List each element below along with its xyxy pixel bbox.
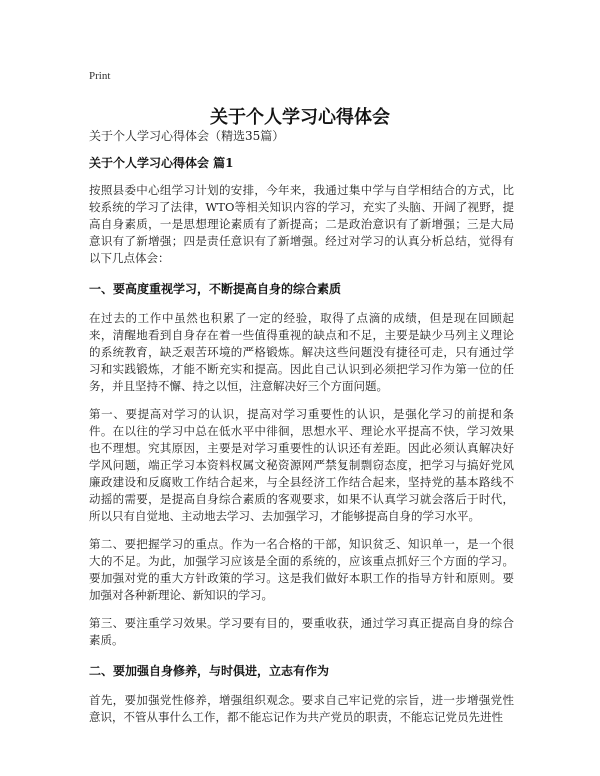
page-title: 关于个人学习心得体会 bbox=[210, 107, 390, 128]
print-link[interactable]: Print bbox=[89, 70, 111, 82]
paragraph: 在过去的工作中虽然也积累了一定的经验，取得了点滴的成绩，但是现在回顾起来，清醒地看到自身存在着一些值得重视的缺点和不足，主要是缺少马列主义理论的系统教育，缺乏艰苦环境的严格锻炼。解决这些问题没有捷径可走，只有通过学习和实践锻炼，才能不断充实和提高。因此自己认识到必须把学习作为第一位的任务，并且坚持不懈、持之以恒，注意解决好三个方面问题。 bbox=[89, 311, 514, 393]
paragraph: 首先，要加强党性修养，增强组织观念。要求自己牢记党的宗旨，进一步增强党性意识，不管从事什么工作，都不能忘记作为共产党员的职责，不能忘记党员先进性 bbox=[89, 693, 514, 724]
section-heading: 一、要高度重视学习，不断提高自身的综合素质 bbox=[89, 282, 342, 296]
paragraph: 第一、要提高对学习的认识，提高对学习重要性的认识，是强化学习的前提和条件。在以往的学习中总在低水平中徘徊，思想水平、理论水平提高不快，学习效果也不理想。究其原因，主要是对学习重要性的认识还有差距。因此必须认真解决好学风问题，端正学习本资料权属文秘资源网严禁复制剽窃态度，把学习与搞好党风廉政建设和反腐败工作结合起来，与全县经济工作结合起来，坚持党的基本路线不动摇的需要，是提高自身综合素质的客观要求，如果不认真学习就会落后于时代，所以只有自觉地、主动地去学习、去加强学习，才能够提高自身的学习水平。 bbox=[89, 407, 514, 523]
paragraph: 按照县委中心组学习计划的安排，今年来，我通过集中学与自学相结合的方式，比较系统的学习了法律，WTO等相关知识内容的学习，充实了头脑、开阔了视野，提高自身素质，一是思想理论素质有了新提高；二是政治意识有了新增强；三是大局意识有了新增强；四是责任意识有了新增强。经过对学习的认真分析总结，觉得有以下几点体会： bbox=[89, 183, 514, 265]
article-body bbox=[89, 128, 514, 737]
article-subtitle: 关于个人学习心得体会（精选35篇） bbox=[89, 129, 285, 143]
paragraph: 第二、要把握学习的重点。作为一名合格的干部，知识贫乏、知识单一，是一个很大的不足。为此，加强学习应该是全面的系统的，应该重点抓好三个方面的学习。要加强对党的重大方针政策的学习。这是我们做好本职工作的指导方针和原则。要加强对各种新理论、新知识的学习。 bbox=[89, 537, 514, 602]
paragraph: 第三、要注重学习效果。学习要有目的，要重收获，通过学习真正提高自身的综合素质。 bbox=[89, 616, 514, 647]
section-title: 关于个人学习心得体会 篇1 bbox=[89, 156, 234, 170]
section-heading: 二、要加强自身修养，与时俱进，立志有作为 bbox=[89, 664, 330, 678]
